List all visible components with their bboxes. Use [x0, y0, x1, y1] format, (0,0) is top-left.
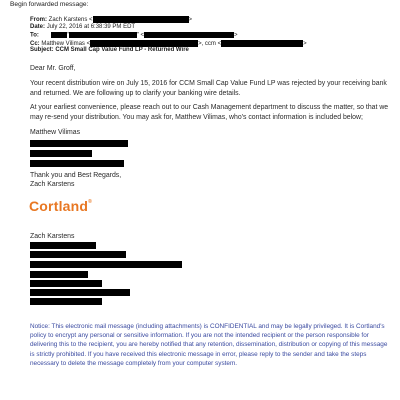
cc-value: Matthew Vilimas <	[41, 41, 91, 48]
paragraph-2: At your earliest convenience, please reach out to our Cash Management department to discuss the matter, so that we may re-send your distribution. You may ask for, Matthew Vilimas, who's contact information is included below;	[30, 104, 389, 121]
redaction	[30, 261, 182, 268]
redaction	[30, 251, 126, 258]
from-close: >	[188, 17, 193, 24]
cc-label: Cc:	[30, 41, 40, 48]
cc-close: >	[303, 41, 307, 48]
closing-line-1: Thank you and Best Regards,	[30, 172, 122, 179]
redaction	[144, 32, 234, 38]
header-to	[30, 32, 238, 40]
paragraph-1: Your recent distribution wire on July 15, 2016 for CCM Small Cap Value Fund LP was rejected by your receiving bank and returned. We are following up to clarify your banking wire details.	[30, 80, 387, 97]
redaction	[30, 271, 88, 278]
date-label: Date:	[30, 24, 46, 30]
redaction	[30, 289, 130, 296]
greeting: Dear Mr. Groff,	[30, 65, 76, 72]
from-label: From:	[30, 17, 47, 24]
redaction	[30, 242, 96, 249]
redaction	[30, 150, 92, 157]
redaction	[30, 160, 124, 167]
redaction	[30, 140, 128, 147]
header-from	[30, 16, 192, 24]
redaction	[30, 298, 102, 305]
contact-name: Matthew Vilimas	[30, 129, 81, 136]
redaction	[51, 32, 67, 38]
redaction	[221, 40, 303, 47]
logo-mark: ®	[88, 199, 93, 205]
confidentiality-notice: Notice: This electronic mail message (including attachments) is CONFIDENTIAL and may be legally privileged. It is Cortland's policy to encrypt any personal or sensitive information. If you are not the intended recipient or the person responsible for delivering this to the recipient, you are hereby notified that any retention, dissemination, distribution or copying of this message is strictly prohibited. If you have received this electronic message in error, please reply to the sender and take the steps necessary to delete the message completely from your computer system.	[30, 323, 388, 367]
to-mid: " <	[136, 32, 145, 39]
to-close: >	[234, 32, 238, 39]
cortland-logo	[29, 198, 92, 214]
to-label: To:	[30, 32, 39, 39]
cc-mid: >, ccm <	[198, 41, 222, 48]
redaction	[66, 32, 137, 39]
redaction	[90, 40, 198, 47]
header-date	[30, 24, 135, 31]
header-subject	[30, 47, 189, 54]
closing-line-2: Zach Karstens	[30, 181, 75, 188]
redaction	[30, 280, 102, 287]
redaction	[93, 16, 189, 23]
forwarded-label: Begin forwarded message:	[10, 1, 89, 8]
from-value: Zach Karstens <	[48, 17, 93, 24]
signature-name: Zach Karstens	[30, 233, 75, 240]
subject-value: CCM Small Cap Value Fund LP - Returned Wire	[55, 47, 189, 53]
to-value: "	[66, 32, 69, 39]
logo-text: Cortland	[29, 198, 89, 214]
subject-label: Subject:	[30, 47, 54, 53]
date-value: July 22, 2016 at 6:38:39 PM EDT	[46, 24, 136, 30]
